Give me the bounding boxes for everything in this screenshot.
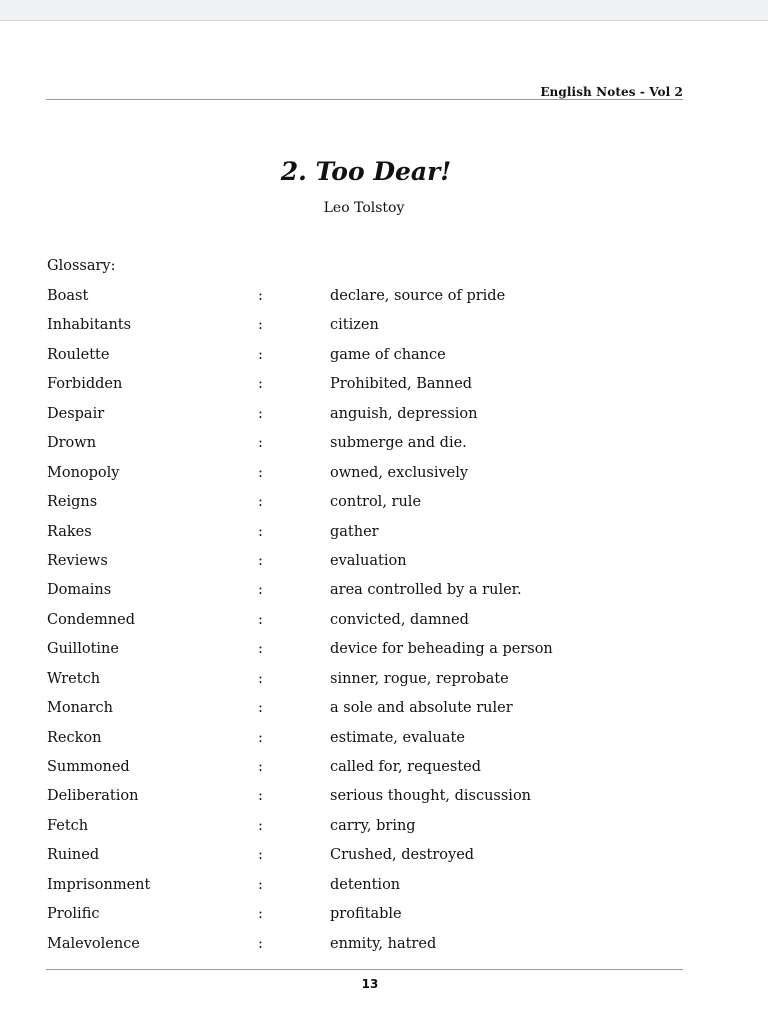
glossary-definition: declare, source of pride (330, 288, 506, 304)
glossary-term: Ruined (47, 847, 100, 864)
glossary-term: Reviews (47, 552, 108, 569)
glossary-entry (47, 341, 687, 370)
glossary-definition: control, rule (330, 494, 422, 511)
glossary-entry (47, 930, 687, 959)
glossary-term: Monarch (47, 700, 113, 717)
glossary-definition: gather (330, 523, 379, 540)
glossary-term: Reckon (47, 729, 102, 746)
glossary-separator: : (258, 582, 263, 599)
glossary-term: Roulette (47, 346, 110, 363)
glossary-definition: profitable (330, 906, 402, 923)
glossary-entry (47, 871, 687, 900)
glossary-term: Domains (47, 582, 112, 599)
glossary-term: Monopoly (47, 464, 120, 481)
glossary-term: Forbidden (47, 376, 123, 393)
glossary-separator: : (258, 611, 263, 628)
glossary-entry (47, 635, 687, 664)
glossary-entry (47, 606, 687, 635)
glossary-entry (47, 429, 687, 458)
glossary-separator: : (258, 288, 263, 304)
glossary-separator: : (258, 759, 263, 775)
glossary-entry (47, 724, 687, 753)
glossary-definition: serious thought, discussion (330, 788, 532, 805)
glossary-separator: : (258, 641, 263, 658)
glossary-definition: called for, requested (330, 759, 482, 775)
glossary-definition: detention (330, 876, 401, 893)
glossary-definition: a sole and absolute ruler (330, 700, 513, 717)
glossary-definition: carry, bring (330, 817, 416, 834)
glossary-term: Guillotine (47, 641, 119, 658)
glossary-entry (47, 665, 687, 694)
glossary-entry (47, 900, 687, 929)
glossary-term: Inhabitants (47, 317, 132, 334)
glossary-term: Boast (47, 288, 89, 304)
glossary-entry (47, 518, 687, 547)
header-divider (46, 99, 683, 100)
glossary-entry (47, 753, 687, 782)
glossary-term: Reigns (47, 494, 98, 511)
glossary-definition: Prohibited, Banned (330, 376, 473, 393)
glossary-definition: owned, exclusively (330, 464, 469, 481)
glossary-entry (47, 782, 687, 811)
chapter-title: 2. Too Dear! (280, 157, 452, 186)
glossary-definition: submerge and die. (330, 435, 467, 452)
glossary-definition: sinner, rogue, reprobate (330, 670, 509, 687)
glossary-entry (47, 400, 687, 429)
glossary-term: Rakes (47, 523, 92, 540)
glossary-separator: : (258, 876, 263, 893)
glossary-definition: area controlled by a ruler. (330, 582, 522, 599)
chapter-author: Leo Tolstoy (323, 200, 405, 216)
glossary-definition: enmity, hatred (330, 935, 437, 952)
glossary-definition: estimate, evaluate (330, 729, 465, 746)
glossary-definition: citizen (330, 317, 379, 334)
glossary-list (47, 282, 687, 959)
glossary-separator: : (258, 552, 263, 569)
glossary-separator: : (258, 817, 263, 834)
page-number: 13 (361, 977, 379, 991)
glossary-entry (47, 694, 687, 723)
running-header: English Notes - Vol 2 (540, 85, 683, 99)
glossary-definition: evaluation (330, 552, 407, 569)
glossary-separator: : (258, 847, 263, 864)
glossary-entry (47, 311, 687, 340)
glossary-term: Wretch (47, 670, 101, 687)
glossary-entry (47, 812, 687, 841)
glossary-definition: game of chance (330, 346, 446, 363)
glossary-separator: : (258, 729, 263, 746)
glossary-separator: : (258, 670, 263, 687)
glossary-separator: : (258, 523, 263, 540)
glossary-entry (47, 282, 687, 311)
glossary-separator: : (258, 788, 263, 805)
glossary-term: Prolific (47, 906, 100, 923)
glossary-term: Deliberation (47, 788, 139, 805)
glossary-separator: : (258, 494, 263, 511)
glossary-entry (47, 576, 687, 605)
glossary-term: Despair (47, 405, 105, 422)
glossary-separator: : (258, 435, 263, 452)
glossary-definition: Crushed, destroyed (330, 847, 475, 864)
viewer-toolbar (0, 0, 768, 21)
glossary-term: Fetch (47, 817, 89, 834)
glossary-separator: : (258, 376, 263, 393)
footer-divider (46, 969, 683, 970)
glossary-definition: device for beheading a person (330, 641, 553, 658)
glossary-separator: : (258, 935, 263, 952)
glossary-separator: : (258, 700, 263, 717)
glossary-separator: : (258, 906, 263, 923)
glossary-separator: : (258, 346, 263, 363)
glossary-separator: : (258, 317, 263, 334)
glossary-entry (47, 488, 687, 517)
glossary-entry (47, 841, 687, 870)
glossary-entry (47, 547, 687, 576)
glossary-separator: : (258, 464, 263, 481)
glossary-definition: convicted, damned (330, 611, 469, 628)
glossary-separator: : (258, 405, 263, 422)
glossary-term: Condemned (47, 611, 135, 628)
glossary-definition: anguish, depression (330, 405, 478, 422)
glossary-term: Drown (47, 435, 97, 452)
glossary-entry (47, 370, 687, 399)
glossary-term: Malevolence (47, 935, 140, 952)
document-page (0, 21, 768, 1024)
glossary-term: Summoned (47, 759, 130, 775)
glossary-heading: Glossary: (47, 258, 116, 274)
glossary-entry (47, 459, 687, 488)
glossary-term: Imprisonment (47, 876, 151, 893)
